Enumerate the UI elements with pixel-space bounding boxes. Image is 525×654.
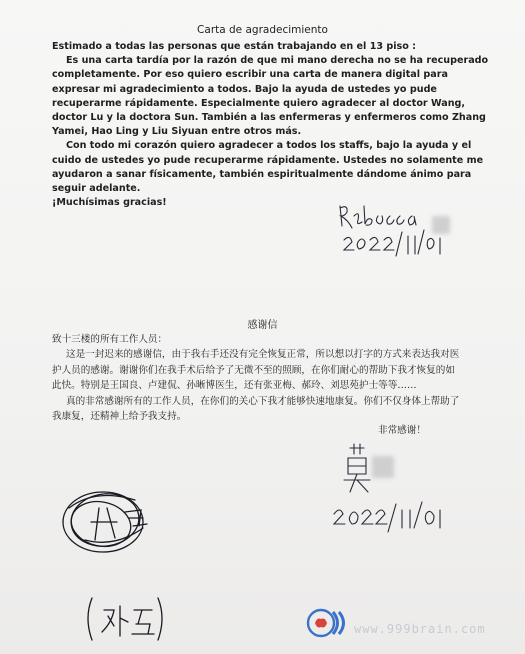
redacted-name-blur-2 bbox=[372, 456, 394, 478]
spanish-closing: ¡Muchísimas gracias! bbox=[52, 197, 167, 209]
chinese-paragraph-1: 这是一封迟来的感谢信，由于我右手还没有完全恢复正常，所以想以打字的方式来表达我对医护人员的感谢。谢谢你们在我手术后给予了无微不至的照顾，在你们耐心的帮助下我才恢复的如此快。特别是王国良、卢建侃、孙晰博医生，还有张亚梅、郝玲、刘思苑护士等等…… bbox=[52, 349, 460, 392]
chinese-letter-title: 感谢信 bbox=[247, 320, 278, 331]
spanish-greeting: Estimado a todas las personas que están trabajando en el 13 piso : bbox=[52, 41, 417, 52]
spanish-signature bbox=[332, 200, 462, 270]
chinese-closing: 非常感谢！ bbox=[378, 425, 426, 436]
spanish-paragraph-1: Es una carta tardía por la razón de que mi mano derecha no se ha recuperado completamente. Por eso quiero escribir una carta de manera digital para expresar mi agradecimiento a todos. Bajo la ayuda de ustedes yo pude recuperarme rápidamente. Especialmente quiero agradecer al doctor Wang, doctor Lu y la doctora Sun. También a las enfermeras y enfermeros como Zhang Yamei, Hao Ling y Liu Siyuan entre otros más. bbox=[52, 55, 489, 138]
spanish-letter-title: Carta de agradecimiento bbox=[197, 24, 328, 36]
brain-logo-icon bbox=[306, 608, 346, 638]
chinese-letter-body bbox=[52, 332, 464, 424]
scribble-signature bbox=[55, 478, 175, 558]
spanish-letter-body bbox=[52, 40, 492, 210]
redacted-name-blur bbox=[432, 216, 450, 234]
watermark-text: www.999brain.com bbox=[354, 622, 486, 636]
chinese-paragraph-2: 真的非常感谢所有的工作人员，在你们的关心下我才能够快速地康复。你们不仅身体上帮助了我康复，还精神上给予我支持。 bbox=[52, 395, 460, 423]
spanish-paragraph-2: Con todo mi corazón quiero agradecer a todos los staffs, bajo la ayuda y el cuido de ustedes yo pude recuperarme rápidamente. Ustedes no solamente me ayudaron a sanar físicamente, también espiritualmente dándome ánimo para seguir adelante. bbox=[52, 140, 484, 195]
chinese-greeting: 致十三楼的所有工作人员： bbox=[52, 334, 168, 345]
chinese-signature bbox=[330, 440, 460, 540]
department-label bbox=[80, 588, 170, 648]
